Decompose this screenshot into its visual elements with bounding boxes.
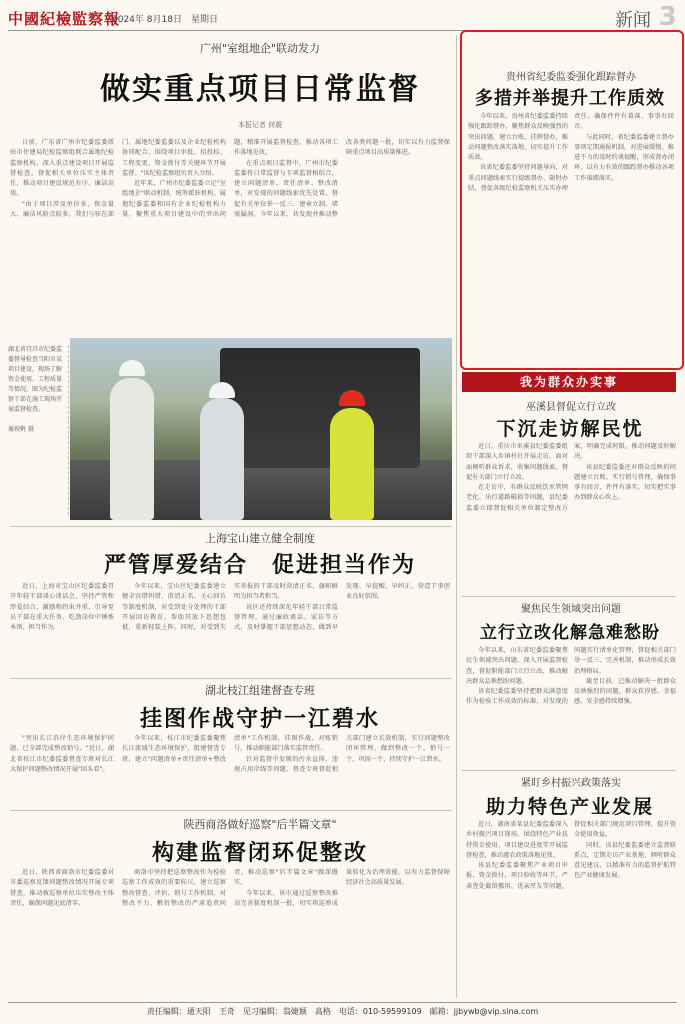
article-kicker: 贵州省纪委监委强化跟踪督办: [506, 72, 636, 83]
section-divider: [10, 810, 452, 811]
paragraph: 同时，该县纪委监委建立监督联系点，定期走访产业基地，倾听群众意见建议，以精准有力的监督护航特色产业健康发展。: [574, 841, 676, 880]
worker-figure: [330, 408, 374, 520]
paragraph: 针对监督中发现的污水直排、违规占用岸线等问题，督查专班督促相关部门建立长效机制，实行问题整改闭环管理，做到整改一个、销号一个、巩固一个，持续守护一江碧水。: [234, 735, 450, 773]
paragraph: 今年以来，山东省纪委监委聚焦民生领域突出问题，深入开展监督检查，督促职能部门立行立改，推动解决群众急难愁盼问题。: [466, 647, 568, 685]
white-helmet-icon: [119, 360, 145, 376]
paragraph: 截至目前，已推动解决一批群众反映强烈的问题，群众获得感、幸福感、安全感持续增强。: [574, 677, 676, 706]
section-divider: [10, 678, 452, 679]
paragraph: 近日，湖南省某县纪委监委深入乡村振兴项目现场，围绕特色产业扶持资金使用、项目建设进度等开展监督检查，推动惠农政策落地见效。: [466, 821, 568, 859]
section-divider: [462, 770, 676, 771]
article-headline[interactable]: 挂图作战守护一江碧水: [139, 706, 380, 732]
paragraph: 该省纪委监委坚持把群众满意度作为检验工作成效的标准，对发现的问题实行清单化管理，督促相关部门举一反三、完善机制，推动形成长效治理格局。: [466, 647, 676, 706]
article-kicker: 上海宝山建立健全制度: [205, 532, 315, 545]
paragraph: 今年以来，宝山区纪委监委建立健全容错纠错、澄清正名、关心回访等制度机制，对受到处分处理的干部开展回访教育，帮助其放下思想包袱，重新轻装上阵。同时，对受到失实举报的干部及时澄清正名，旗帜鲜明为担当者担当。: [122, 583, 338, 632]
paragraph: 在重点项目监督中，广州市纪委监委将日常监督与专项监督相结合，建立问题清单、责任清单、整改清单，对发现的问题线索优先处置，督促有关单位举一反三、建章立制、堵塞漏洞。今年以来，共发现并推动整改各类问题一批，切实以有力监督保障重点项目高质量推进。: [234, 139, 450, 219]
paragraph: 在走访中，有群众反映饮水管网老化、出行道路破损等问题，县纪委监委立即督促相关单位制定整改方案，明确完成时限，推动问题及时解决。: [466, 443, 676, 512]
article-kicker: 广州"室组地企"联动发力: [199, 42, 321, 55]
paragraph: 今年以来，贵州省纪委监委持续强化跟踪督办，聚焦群众反映强烈的突出问题，建立台账、挂牌督办，推动问题整改落实落地，切实提升工作质效。: [468, 113, 568, 162]
article-headline[interactable]: 构建监督闭环促整改: [151, 840, 368, 866]
article-kicker: 湖北枝江组建督查专班: [205, 684, 315, 697]
photo-caption: [8, 345, 69, 515]
article-body: [10, 734, 450, 806]
inspector-figure: [110, 378, 154, 520]
paragraph: 近日，上海市宝山区纪委监委召开年轻干部谈心谈话会，坚持严管和厚爱结合、激励和约束并重，引导党员干部在重大任务、吃劲岗位中锤炼本领、担当作为。: [10, 583, 114, 632]
article-body: [10, 138, 450, 334]
article-byline: 本报记者 何震: [237, 121, 283, 129]
article-headline[interactable]: 严管厚爱结合 促进担当作为: [103, 552, 416, 578]
paragraph: 该县纪委监委聚焦产业项目申报、资金拨付、项目验收等环节，严肃查处截留挪用、优亲厚友等问题，督促相关部门规范项目管理，提升资金使用效益。: [466, 821, 676, 890]
paragraph: 今年以来，枝江市纪委监委聚焦长江流域生态环境保护，组建督查专班，建立"问题清单+责任清单+整改清单"工作机制，挂图作战、对账销号，推动职能部门落实监管责任。: [122, 735, 338, 763]
article-headline[interactable]: 多措并举提升工作质效: [475, 88, 665, 109]
masthead: [8, 2, 677, 32]
article-body: [466, 646, 676, 766]
paragraph: 该区还持续深化年轻干部日常监督管理，通过廉政谈话、家访等方式，及时掌握干部思想动态，做到早发现、早提醒、早纠正，营造干事创业良好氛围。: [234, 583, 450, 632]
article-kicker: 巫溪县督促立行立改: [526, 402, 616, 413]
paragraph: 与此同时，省纪委监委建立督办事项定期通报机制，对进展缓慢、推进不力的及时约谈提醒，形成督办闭环，以有力有效的跟踪督办推动各项工作落细落实。: [574, 133, 674, 182]
paragraph: 该省纪委监委坚持问题导向，对重点问题线索实行提级督办、限时办结，督促各级纪检监察机关压实办理责任，确保件件有着落、事事有回音。: [468, 113, 674, 193]
article-headline[interactable]: 立行立改化解急难愁盼: [480, 623, 660, 643]
paragraph: 日前，广东省广州市纪委监委派驻市住建局纪检监察组联合属地纪检监察机构，深入重点建设项目开展监督检查，督促相关单位压实主体责任，推动项目建设规范有序、廉洁高效。: [10, 139, 114, 198]
article-headline[interactable]: 助力特色产业发展: [485, 796, 654, 818]
paragraph: "由于项目涉及单位多、资金量大、廉洁风险点较多，我们与驻在部门、属地纪委监委以及企业纪检机构协同配合，围绕项目审批、招投标、工程变更、资金拨付等关键环节开展监督。"该纪检监察组负责人介绍。: [10, 139, 226, 219]
article-body: [468, 112, 674, 360]
section-divider: [10, 526, 452, 527]
article-kicker: 聚焦民生领域突出问题: [521, 604, 621, 615]
paragraph: 商洛市坚持把巡察整改作为检验巡察工作成效的重要标尺，建立巡察整改督查、评估、销号工作机制，对整改不力、敷衍整改的严肃追责问责，推动巡察"后半篇文章"做深做实。: [122, 869, 338, 907]
photo-credit: 谢祝帆 摄: [8, 426, 34, 433]
article-body: [10, 582, 450, 674]
paragraph: 今年以来，该市通过巡察整改推动完善制度机制一批，切实将巡察成果转化为治理效能，以有力监督保障经济社会高质量发展。: [234, 869, 450, 907]
article-kicker: 紧盯乡村振兴政策落实: [521, 778, 621, 789]
article-body: [466, 820, 676, 996]
issue-date: 2024年 8月18日 星期日: [112, 15, 218, 25]
article-headline[interactable]: 做实重点项目日常监督: [100, 72, 420, 107]
section-banner: 我为群众办实事: [462, 372, 676, 392]
paragraph: 该县纪委监委还对群众反映的问题建立台账，实行销号管理，确保事事有回音、件件有落实，切实把实事办到群众心坎上。: [574, 463, 676, 502]
paragraph: 近年来，广州市纪委监委立足"室组地企"联动机制，统筹派驻机构、属地纪委监委和国有企业纪检机构力量，聚焦重大项目建设中的突出问题，精准开展监督检查，推动各项工作落地见效。: [122, 139, 338, 219]
section-divider: [462, 596, 676, 597]
paving-machine: [220, 348, 420, 468]
photo-caption-text: 湖北省宜昌市纪委监委督导检查当阳市某项目建设，现场了解资金使用、工程质量等情况。图为纪检监察干部在施工现场开展监督检查。: [8, 346, 63, 413]
inspector-figure: [200, 398, 244, 520]
article-headline[interactable]: 下沉走访解民忧: [496, 418, 644, 440]
column-separator: [456, 36, 457, 998]
news-photo[interactable]: [70, 338, 452, 520]
newspaper-logo: 中國紀檢監察報: [8, 10, 121, 28]
section-title: 新闻: [615, 10, 651, 31]
page-footer: 责任编辑：通天阳 王奇 见习编辑：翁婕颖 高格 电话：010-59599109 邮箱：jjbywb@vip.sina.com: [8, 1002, 677, 1021]
paragraph: 近日，陕西省商洛市纪委监委对市委巡察反馈问题整改情况开展专项督查，推动被巡察单位压实整改主体责任，确保问题见底清零。: [10, 869, 114, 907]
paragraph: "突出长江沿岸生态环境保护问题，已全部完成整改销号。"近日，湖北省枝江市纪委监委督查专班对长江大保护问题整改情况开展"回头看"。: [10, 735, 114, 773]
paragraph: 近日，重庆市巫溪县纪委监委组织干部深入乡镇村社开展走访，面对面倾听群众诉求，收集问题线索，督促有关部门立行立改。: [466, 443, 568, 481]
article-body: [466, 442, 676, 592]
page-number: 3: [658, 2, 677, 32]
article-kicker: 陕西商洛做好巡察"后半篇文章": [183, 818, 337, 831]
article-body: [10, 868, 450, 996]
